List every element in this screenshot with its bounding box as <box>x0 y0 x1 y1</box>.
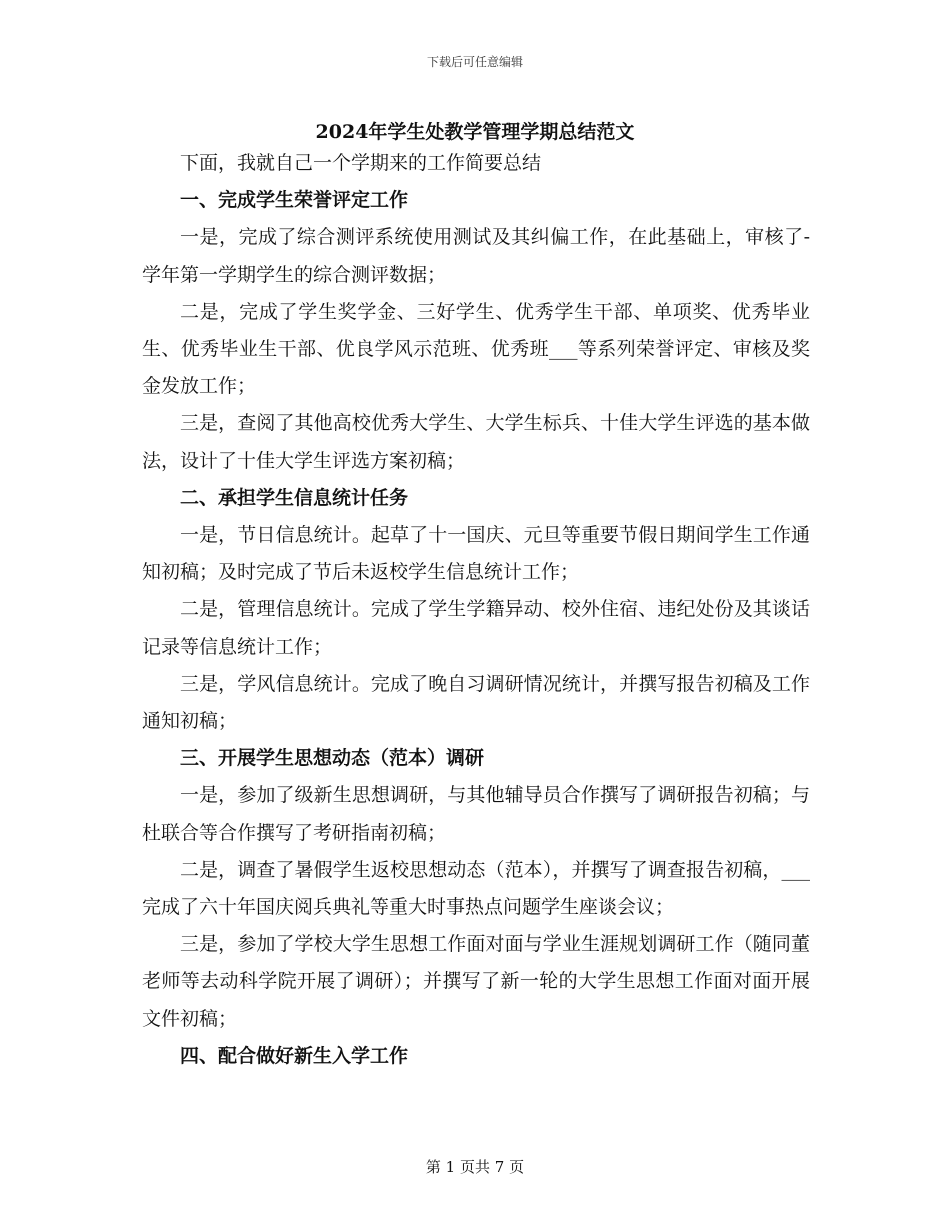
paragraph: 三是，参加了学校大学生思想工作面对面与学业生涯规划调研工作（随同董老师等去动科学院开展了调研）；并撰写了新一轮的大学生思想工作面对面开展文件初稿； <box>142 933 810 1030</box>
paragraph: 一是，节日信息统计。起草了十一国庆、元旦等重要节假日期间学生工作通知初稿；及时完成了节后未返校学生信息统计工作； <box>142 524 810 584</box>
paragraph: 下面，我就自己一个学期来的工作简要总结 <box>180 152 542 174</box>
paragraph: 一是，完成了综合测评系统使用测试及其纠偏工作，在此基础上，审核了-学年第一学期学生的综合测评数据； <box>142 226 810 286</box>
paragraph: 二是，完成了学生奖学金、三好学生、优秀学生干部、单项奖、优秀毕业生、优秀毕业生干部、优良学风示范班、优秀班___等系列荣誉评定、审核及奖金发放工作； <box>142 300 810 398</box>
paragraph: 二是，调查了暑假学生返校思想动态（范本），并撰写了调查报告初稿，___完成了六十年国庆阅兵典礼等重大时事热点问题学生座谈会议； <box>142 858 810 919</box>
document-body <box>142 145 810 1075</box>
paragraph: 一是，参加了级新生思想调研，与其他辅导员合作撰写了调研报告初稿；与杜联合等合作撰写了考研指南初稿； <box>142 784 810 844</box>
section-heading: 二、承担学生信息统计任务 <box>180 486 409 509</box>
paragraph: 三是，查阅了其他高校优秀大学生、大学生标兵、十佳大学生评选的基本做法，设计了十佳大学生评选方案初稿； <box>142 412 810 472</box>
section-heading: 三、开展学生思想动态（范本）调研 <box>180 747 485 770</box>
paragraph: 三是，学风信息统计。完成了晚自习调研情况统计，并撰写报告初稿及工作通知初稿； <box>142 672 810 733</box>
document-title: 2024年学生处教学管理学期总结范文 <box>315 121 635 143</box>
header-note: 下载后可任意编辑 <box>426 55 523 69</box>
section-heading: 四、配合做好新生入学工作 <box>180 1044 409 1067</box>
page-footer: 第 1 页共 7 页 <box>425 1158 525 1176</box>
section-heading: 一、完成学生荣誉评定工作 <box>180 189 409 212</box>
paragraph: 二是，管理信息统计。完成了学生学籍异动、校外住宿、违纪处份及其谈话记录等信息统计工作； <box>142 598 810 658</box>
